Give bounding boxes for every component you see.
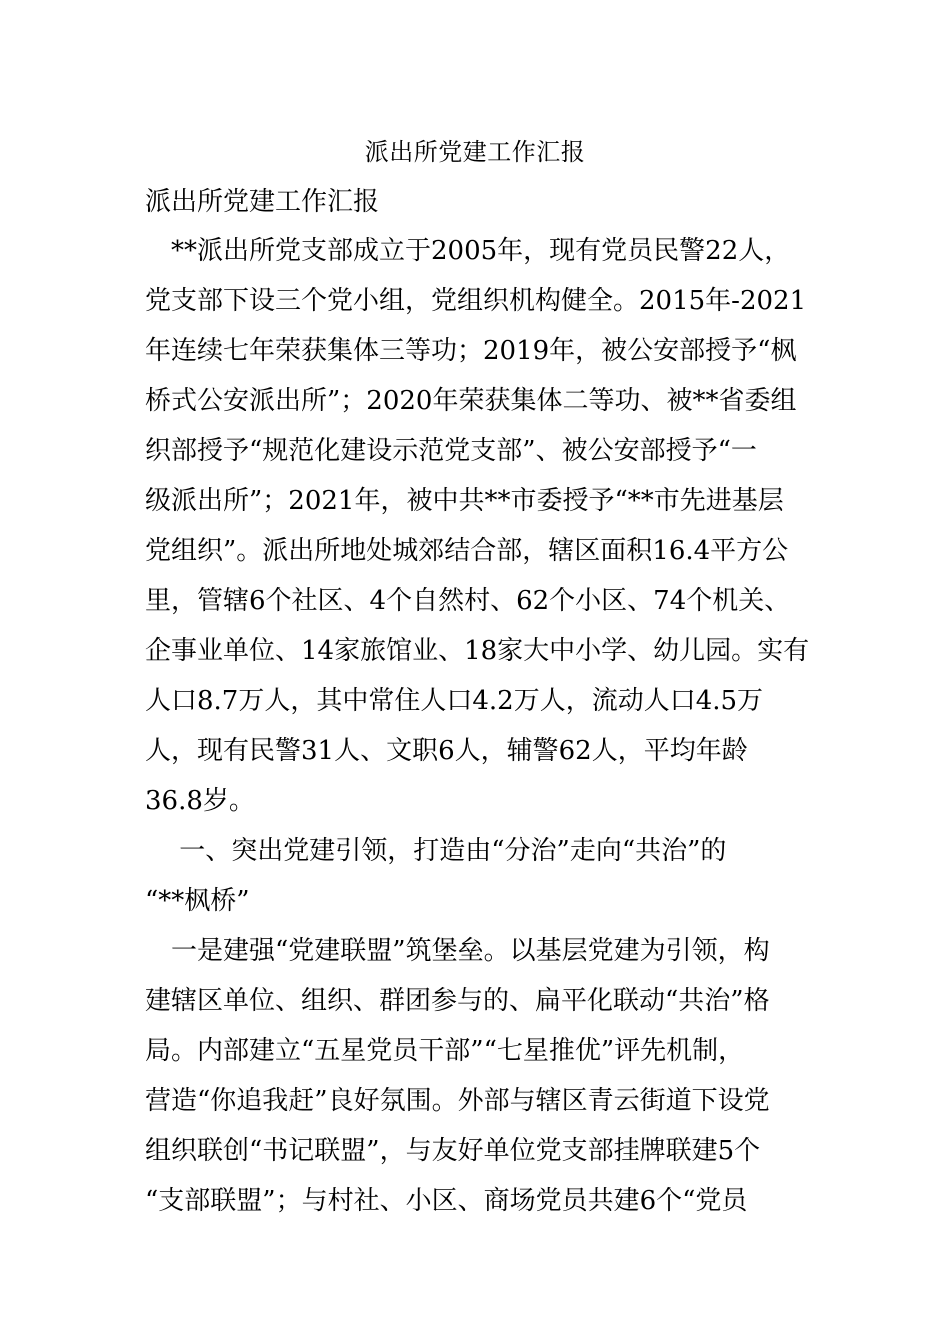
document-title: 派出所党建工作汇报 — [364, 138, 586, 166]
text-line: 人口8.7万人，其中常住人口4.2万人，流动人口4.5万 — [145, 686, 764, 716]
paragraph-intro — [145, 226, 810, 826]
text-line: 桥式公安派出所”；2020年荣获集体二等功、被**省委组 — [145, 386, 797, 416]
section-heading-one — [145, 826, 810, 926]
text-line: 36.8岁。 — [145, 786, 255, 816]
text-line: 里，管辖6个社区、4个自然村、62个小区、74个机关、 — [145, 586, 791, 616]
text-line: 织部授予“规范化建设示范党支部”、被公安部授予“一 — [145, 436, 757, 466]
text-line: “**枫桥” — [145, 886, 250, 916]
text-line: 人，现有民警31人、文职6人，辅警62人，平均年龄 — [145, 736, 748, 766]
text-line: 级派出所”；2021年，被中共**市委授予“**市先进基层 — [145, 486, 784, 516]
paragraph-party-alliance — [145, 926, 810, 1226]
text-line: 局。内部建立“五星党员干部”“七星推优”评先机制， — [145, 1036, 745, 1066]
text-line: 年连续七年荣获集体三等功；2019年，被公安部授予“枫 — [145, 336, 797, 366]
text-line: 企事业单位、14家旅馆业、18家大中小学、幼儿园。实有 — [145, 636, 810, 666]
text-line: 组织联创“书记联盟”，与友好单位党支部挂牌联建5个 — [145, 1136, 761, 1166]
text-line: 党支部下设三个党小组，党组织机构健全。2015年-2021 — [145, 286, 807, 316]
text-line: 建辖区单位、组织、群团参与的、扁平化联动“共治”格 — [145, 986, 770, 1016]
text-line: **派出所党支部成立于2005年，现有党员民警22人， — [145, 236, 791, 266]
text-line: 党组织”。派出所地处城郊结合部，辖区面积16.4平方公 — [145, 536, 789, 566]
text-line: 营造“你追我赶”良好氛围。外部与辖区青云街道下设党 — [145, 1086, 770, 1116]
text-line: 一是建强“党建联盟”筑堡垒。以基层党建为引领，构 — [145, 936, 770, 966]
text-line: 一、突出党建引领，打造由“分治”走向“共治”的 — [145, 836, 727, 866]
text-line: “支部联盟”；与村社、小区、商场党员共建6个“党员 — [145, 1186, 748, 1216]
document-subtitle: 派出所党建工作汇报 — [145, 187, 380, 217]
